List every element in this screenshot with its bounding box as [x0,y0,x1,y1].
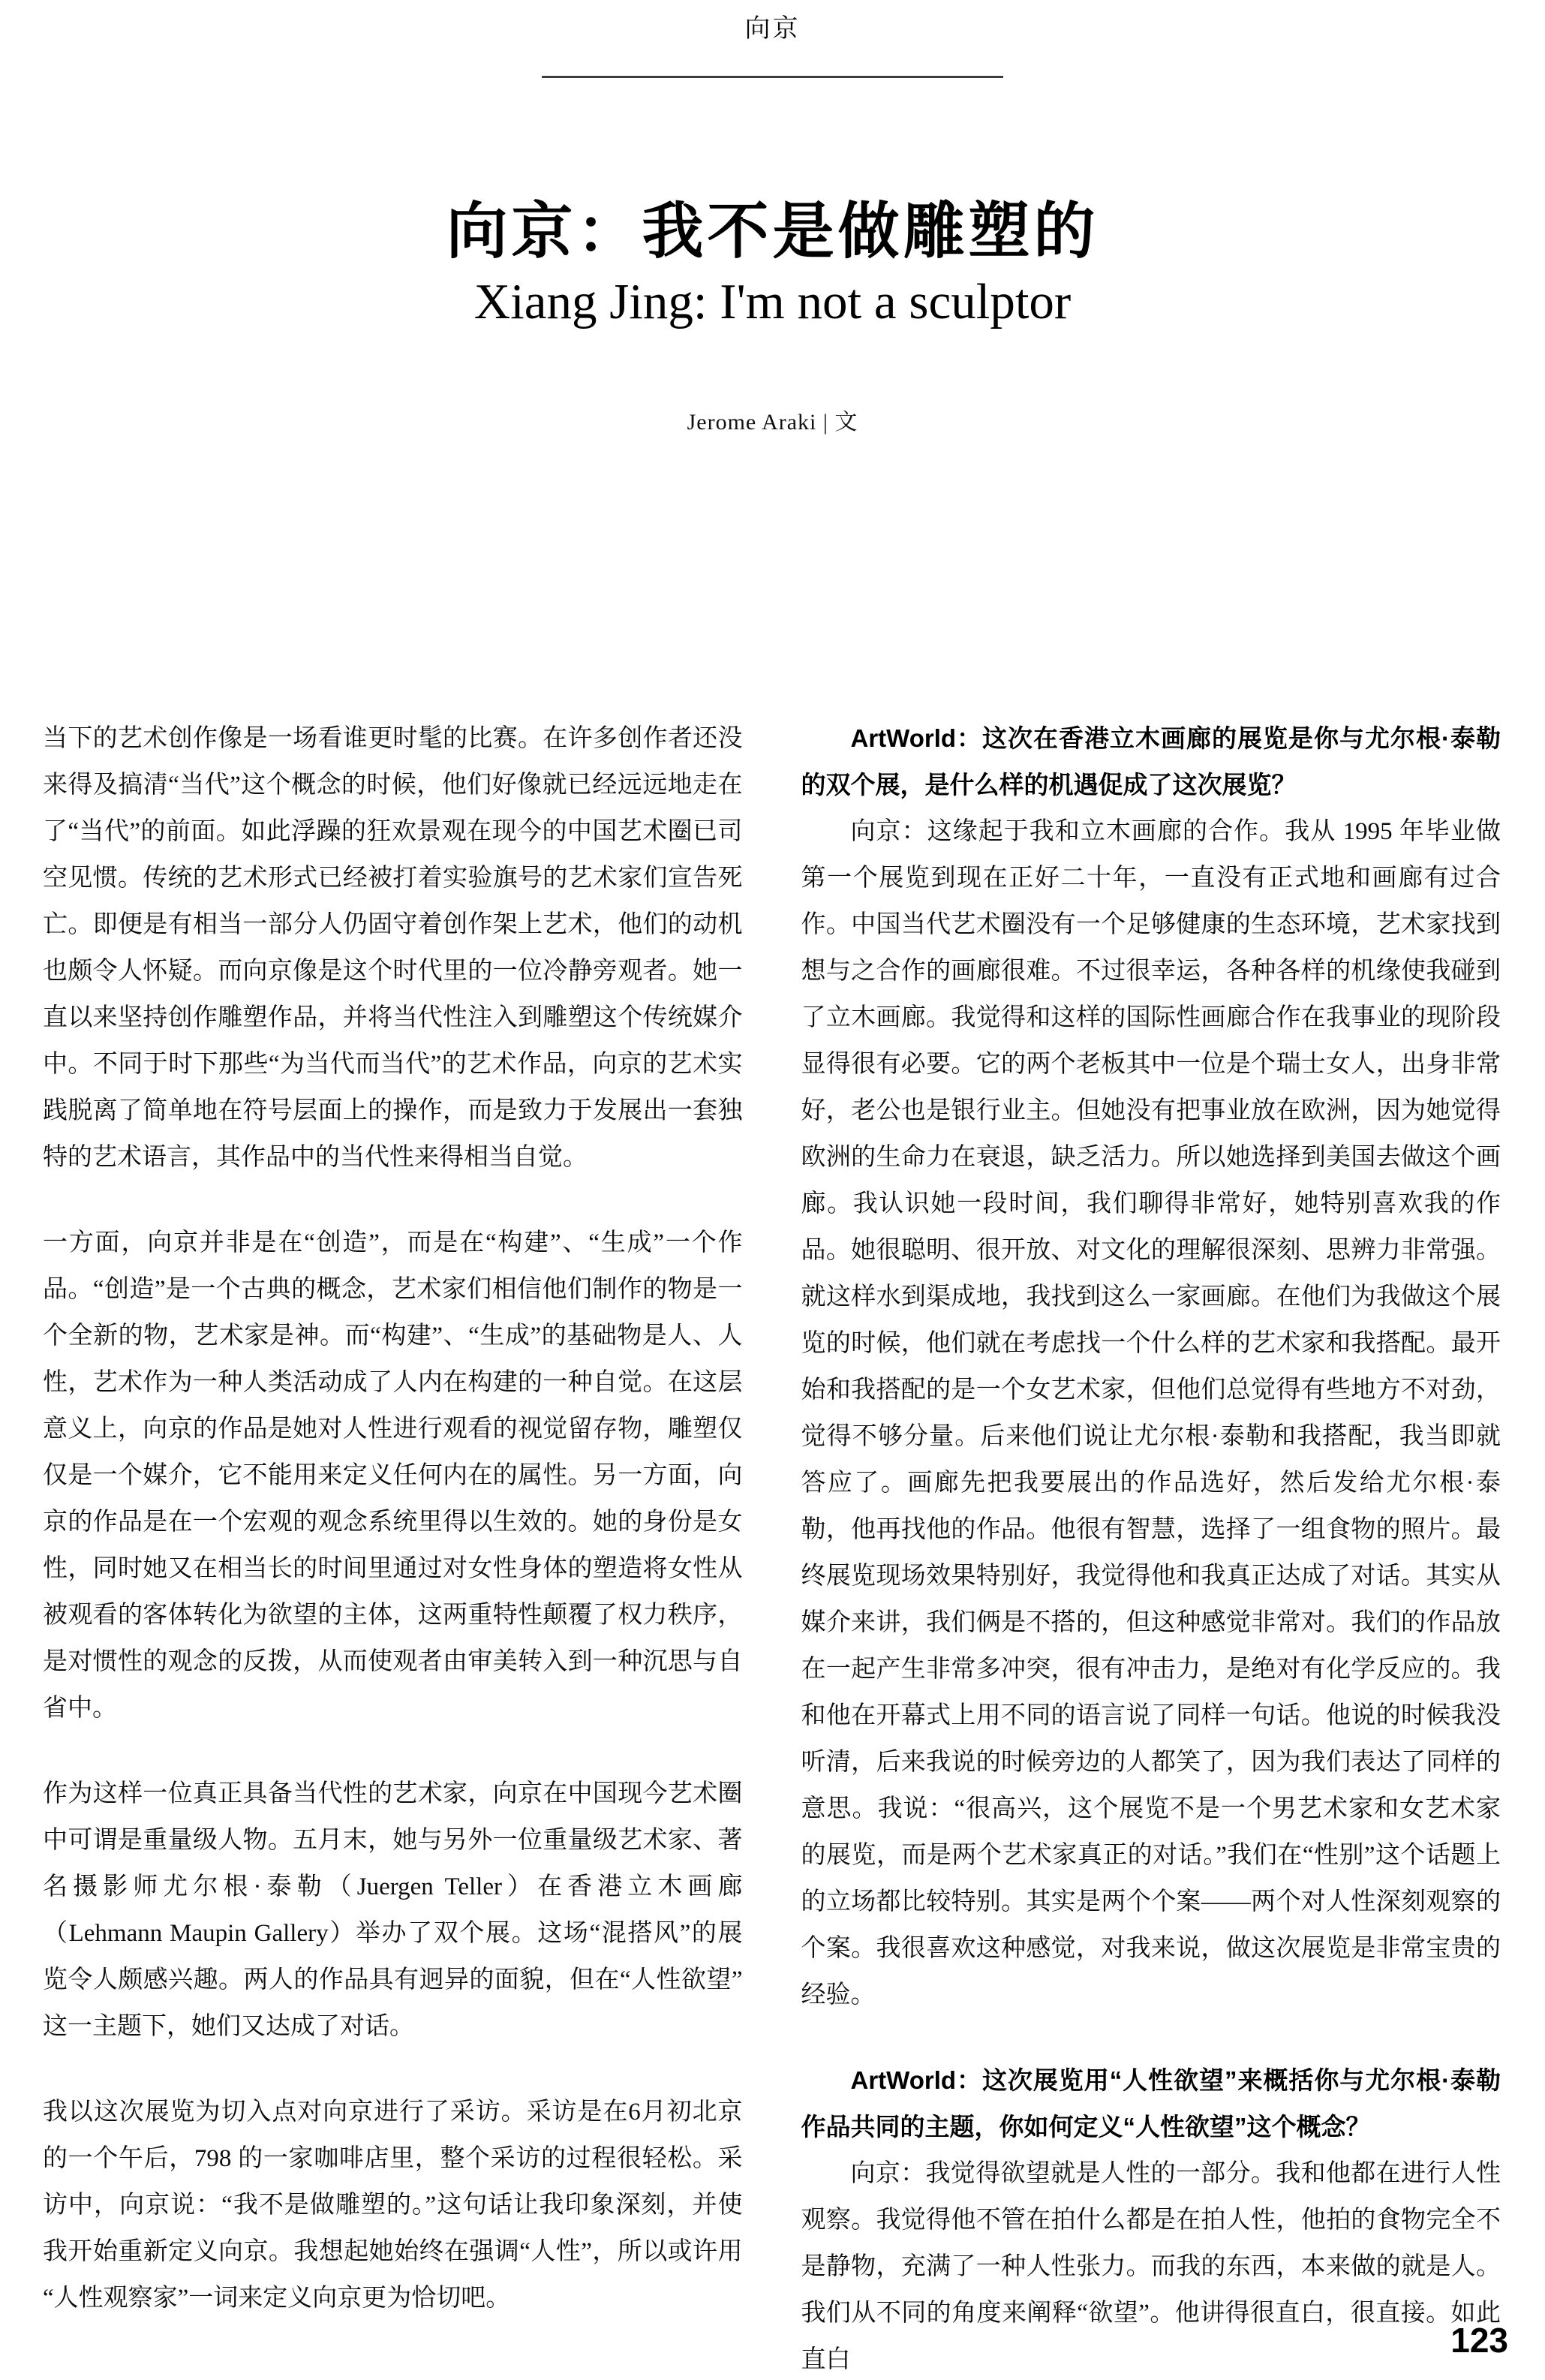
intro-paragraph-1: 当下的艺术创作像是一场看谁更时髦的比赛。在许多创作者还没来得及搞清“当代”这个概念的时候，他们好像就已经远远地走在了“当代”的前面。如此浮躁的狂欢景观在现今的中国艺术圈已司空见惯。传统的艺术形式已经被打着实验旗号的艺术家们宣告死亡。即便是有相当一部分人仍固守着创作架上艺术，他们的动机也颇令人怀疑。而向京像是这个时代里的一位冷静旁观者。她一直以来坚持创作雕塑作品，并将当代性注入到雕塑这个传统媒介中。不同于时下那些“为当代而当代”的艺术作品，向京的艺术实践脱离了简单地在符号层面上的操作，而是致力于发展出一套独特的艺术语言，其作品中的当代性来得相当自觉。 [43,725,743,1172]
running-head-title: 向京 [744,14,801,43]
left-column [43,715,743,2380]
interview-question-2: ArtWorld：这次展览用“人性欲望”来概括你与尤尔根·泰勒作品共同的主题，你如何定义“人性欲望”这个概念？ [801,2066,1501,2141]
running-head [0,0,1545,78]
title-block [0,197,1545,436]
interview-question-1: ArtWorld：这次在香港立木画廊的展览是你与尤尔根·泰勒的双个展，是什么样的机遇促成了这次展览？ [801,724,1501,799]
page-number: 123 [1450,2321,1508,2360]
intro-paragraph-4: 我以这次展览为切入点对向京进行了采访。采访是在6月初北京的一个午后，798 的一家咖啡店里，整个采访的过程很轻松。采访中，向京说：“我不是做雕塑的。”这句话让我印象深刻，并使我开始重新定义向京。我想起她始终在强调“人性”，所以或许用“人性观察家”一词来定义向京更为恰切吧。 [43,2099,743,2312]
interview-answer-1: 向京：这缘起于我和立木画廊的合作。我从 1995 年毕业做第一个展览到现在正好二十年，一直没有正式地和画廊有过合作。中国当代艺术圈没有一个足够健康的生态环境，艺术家找到想与之合作的画廊很难。不过很幸运，各种各样的机缘使我碰到了立木画廊。我觉得和这样的国际性画廊合作在我事业的现阶段显得很有必要。它的两个老板其中一位是个瑞士女人，出身非常好，老公也是银行业主。但她没有把事业放在欧洲，因为她觉得欧洲的生命力在衰退，缺乏活力。所以她选择到美国去做这个画廊。我认识她一段时间，我们聊得非常好，她特别喜欢我的作品。她很聪明、很开放、对文化的理解很深刻、思辨力非常强。就这样水到渠成地，我找到这么一家画廊。在他们为我做这个展览的时候，他们就在考虑找一个什么样的艺术家和我搭配。最开始和我搭配的是一个女艺术家，但他们总觉得有些地方不对劲，觉得不够分量。后来他们说让尤尔根·泰勒和我搭配，我当即就答应了。画廊先把我要展出的作品选好，然后发给尤尔根·泰勒，他再找他的作品。他很有智慧，选择了一组食物的照片。最终展览现场效果特别好，我觉得他和我真正达成了对话。其实从媒介来讲，我们俩是不搭的，但这种感觉非常对。我们的作品放在一起产生非常多冲突，很有冲击力，是绝对有化学反应的。我和他在开幕式上用不同的语言说了同样一句话。他说的时候我没听清，后来我说的时候旁边的人都笑了，因为我们表达了同样的意思。我说：“很高兴，这个展览不是一个男艺术家和女艺术家的展览，而是两个艺术家真正的对话。”我们在“性别”这个话题上的立场都比较特别。其实是两个个案——两个对人性深刻观察的个案。我很喜欢这种感觉，对我来说，做这次展览是非常宝贵的经验。 [801,818,1501,2009]
article-title-chinese: 向京：我不是做雕塑的 [446,197,1099,266]
header-divider [542,76,1003,78]
intro-paragraph-2: 一方面，向京并非是在“创造”，而是在“构建”、“生成”一个作品。“创造”是一个古典的概念，艺术家们相信他们制作的物是一个全新的物，艺术家是神。而“构建”、“生成”的基础物是人、人性，艺术作为一种人类活动成了人内在构建的一种自觉。在这层意义上，向京的作品是她对人性进行观看的视觉留存物，雕塑仅仅是一个媒介，它不能用来定义任何内在的属性。另一方面，向京的作品是在一个宏观的观念系统里得以生效的。她的身份是女性，同时她又在相当长的时间里通过对女性身体的塑造将女性从被观看的客体转化为欲望的主体，这两重特性颠覆了权力秩序，是对惯性的观念的反拨，从而使观者由审美转入到一种沉思与自省中。 [43,1229,743,1723]
article-title-english: Xiang Jing: I'm not a sculptor [473,274,1072,330]
interview-answer-2: 向京：我觉得欲望就是人性的一部分。我和他都在进行人性观察。我觉得他不管在拍什么都是在拍人性，他拍的食物完全不是静物，充满了一种人性张力。而我的东西，本来做的就是人。我们从不同的角度来阐释“欲望”。他讲得很直白，很直接。如此直白 [801,2160,1501,2374]
byline: Jerome Araki | 文 [687,410,858,435]
article-body [0,715,1545,2380]
intro-paragraph-3: 作为这样一位真正具备当代性的艺术家，向京在中国现今艺术圈中可谓是重量级人物。五月末，她与另外一位重量级艺术家、著名摄影师尤尔根·泰勒（Juergen Teller）在香港立木画廊（Lehmann Maupin Gallery）举办了双个展。这场“混搭风”的展览令人颇感兴趣。两人的作品具有迥异的面貌，但在“人性欲望”这一主题下，她们又达成了对话。 [43,1780,743,2041]
right-column [801,715,1501,2380]
